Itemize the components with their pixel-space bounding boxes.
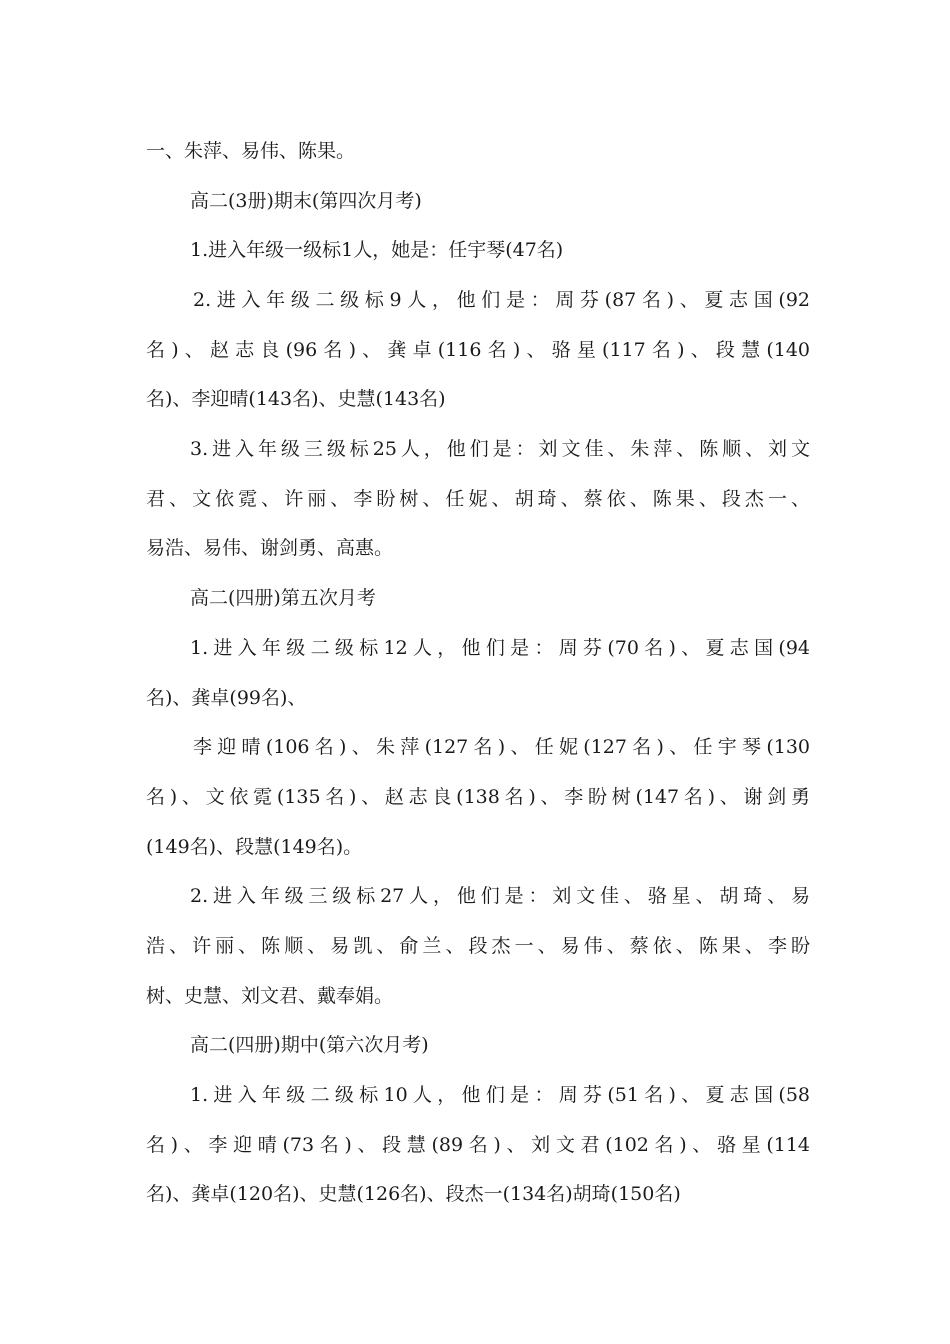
text-line: 3.进入年级三级标25人，他们是：刘文佳、朱萍、陈顺、刘文 [190, 438, 810, 460]
section-heading: 高二(3册)期末(第四次月考) [190, 190, 422, 212]
text-line: 名)、赵志良(96名)、龚卓(116名)、骆星(117名)、段慧(140 [146, 339, 810, 361]
text-line: 名)、李迎晴(143名)、史慧(143名) [146, 388, 446, 410]
text-line: 浩、许丽、陈顺、易凯、俞兰、段杰一、易伟、蔡依、陈果、李盼 [146, 935, 810, 957]
text-line: 名)、龚卓(120名)、史慧(126名)、段杰一(134名)胡琦(150名) [146, 1183, 681, 1205]
text-line: 树、史慧、刘文君、戴奉娟。 [146, 985, 394, 1007]
section-heading: 高二(四册)期中(第六次月考) [190, 1034, 429, 1056]
text-line: 1.进入年级二级标10人，他们是：周芬(51名)、夏志国(58 [190, 1084, 810, 1106]
text-line: 名)、龚卓(99名)、 [146, 687, 307, 709]
text-line: 1.进入年级二级标12人，他们是：周芬(70名)、夏志国(94 [190, 637, 810, 659]
section-heading: 高二(四册)第五次月考 [190, 587, 376, 609]
text-line: 1.进入年级一级标1人，她是：任宇琴(47名) [190, 239, 564, 261]
text-line: 君、文依霓、许丽、李盼树、任妮、胡琦、蔡依、陈果、段杰一、 [146, 488, 810, 510]
text-line: 名)、李迎晴(73名)、段慧(89名)、刘文君(102名)、骆星(114 [146, 1134, 810, 1156]
text-line: 一、朱萍、易伟、陈果。 [146, 140, 356, 162]
text-line: 易浩、易伟、谢剑勇、高惠。 [146, 537, 394, 559]
text-line: (149名)、段慧(149名)。 [146, 836, 363, 858]
text-line: 2.进入年级三级标27人，他们是：刘文佳、骆星、胡琦、易 [190, 885, 810, 907]
text-line: 李迎晴(106名)、朱萍(127名)、任妮(127名)、任宇琴(130 [193, 736, 810, 758]
text-line: 2.进入年级二级标9人，他们是：周芬(87名)、夏志国(92 [193, 289, 810, 311]
text-line: 名)、文依霓(135名)、赵志良(138名)、李盼树(147名)、谢剑勇 [146, 786, 810, 808]
